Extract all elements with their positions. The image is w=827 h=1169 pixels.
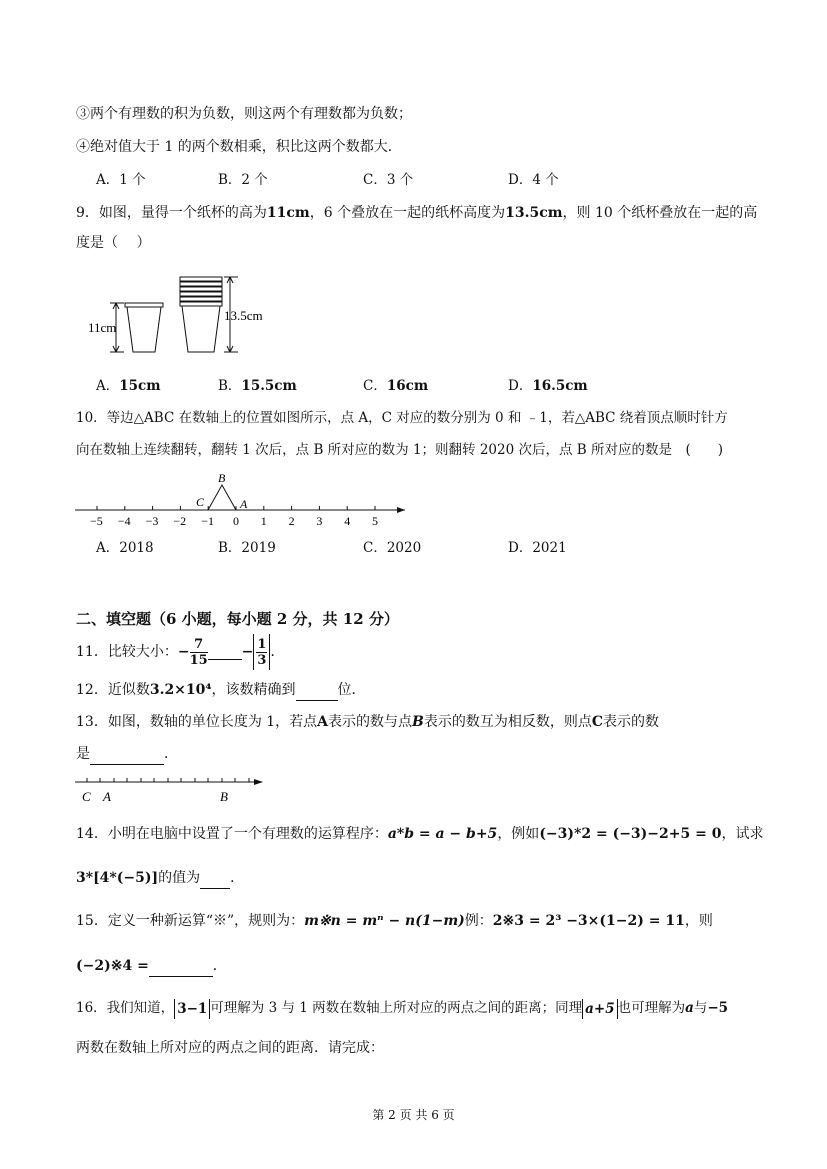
q10-tick-label: −1 (201, 514, 214, 528)
q9-option-d: D．16.5cm (508, 378, 588, 394)
q9-text-line2: 度是（ ） (76, 235, 151, 251)
q13-number-line (70, 772, 270, 806)
q8-option-d: D．4 个 (508, 172, 559, 188)
q14-line1: 14．小明在电脑中设置了一个有理数的运算程序：a*b = a − b+5，例如(−3)*2 = (−3)−2+5 = 0，试求 (76, 826, 764, 842)
q10-text-line2: 向在数轴上连续翻转，翻转 1 次后，点 B 所对应的数为 1；则翻转 2020 次后，点 B 所对应的数是 ( ) (76, 442, 724, 458)
q10-tick-label: 5 (372, 514, 378, 528)
q13-line1: 13．如图，数轴的单位长度为 1，若点A表示的数与点B表示的数互为相反数，则点C表示的数 (76, 714, 660, 730)
stack-cup-label: 13.5cm (224, 308, 263, 323)
q10-tick-label: 3 (316, 514, 323, 528)
q10-option-c: C．2020 (363, 540, 422, 556)
q9-option-a: A．15cm (96, 378, 161, 394)
q10-point-b: B (218, 471, 226, 485)
cup-figure (80, 270, 280, 360)
q9-text-line1: 9．如图，量得一个纸杯的高为11cm，6 个叠放在一起的纸杯高度为13.5cm，则 10 个纸杯叠放在一起的高 (76, 205, 758, 221)
page-footer: 第 2 页 共 6 页 (372, 1108, 455, 1122)
statement-4: ④绝对值大于 1 的两个数相乘，积比这两个数都大． (76, 139, 402, 155)
q15-line1: 15．定义一种新运算“※”，规则为：m※n = mⁿ − n(1−m)例：2※3 = 2³ −3×(1−2) = 11，则 (76, 913, 713, 929)
q13-label-a: A (103, 789, 111, 804)
q8-option-c: C．3 个 (363, 172, 414, 188)
q10-tick-label: 4 (344, 514, 351, 528)
q13-label-b: B (220, 789, 228, 804)
q10-option-b: B．2019 (218, 540, 276, 556)
q14-line2: 3*[4*(−5)]的值为 ． (76, 868, 244, 889)
q10-tick-label: 0 (233, 514, 239, 528)
q10-point-a: A (240, 497, 248, 511)
q8-option-b: B．2 个 (218, 172, 268, 188)
q15-line2: (−2)※4 = ． (76, 956, 227, 977)
q10-tick-label: −5 (90, 514, 103, 528)
q16-line1: 16．我们知道， 3−1 可理解为 3 与 1 两数在数轴上所对应的两点之间的距离；同理 a+5 也可理解为a与−5 (76, 1000, 729, 1017)
single-cup-label: 11cm (88, 320, 117, 335)
q10-text-line1: 10．等边△ABC 在数轴上的位置如图所示，点 A，C 对应的数分别为 0 和 ﹣1，若△ABC 绕着顶点顺时针方 (76, 410, 728, 426)
q10-option-a: A．2018 (96, 540, 154, 556)
q12: 12．近似数3.2×10⁴，该数精确到 位． (76, 680, 366, 701)
q10-tick-label: −4 (117, 514, 131, 528)
q11: 11．比较大小：− $\frac{7}{15}$ − $\frac{1}{3}$ ． (76, 634, 284, 670)
q9-option-b: B．15.5cm (218, 378, 297, 394)
q16-line2: 两数在数轴上所对应的两点之间的距离．请完成： (76, 1040, 384, 1056)
q8-option-a: A．1 个 (96, 172, 146, 188)
q13-label-c: C (82, 789, 91, 804)
q10-number-line (70, 468, 420, 530)
q10-option-d: D．2021 (508, 540, 567, 556)
q10-point-c: C (196, 495, 205, 509)
q9-option-c: C．16cm (363, 378, 429, 394)
q10-tick-label: −2 (173, 514, 187, 528)
q10-tick-label: 2 (288, 514, 295, 528)
q10-tick-label: −3 (145, 514, 159, 528)
section-2-title: 二、填空题（6 小题，每小题 2 分，共 12 分） (76, 610, 399, 628)
statement-3: ③两个有理数的积为负数，则这两个有理数都为负数； (76, 106, 412, 122)
q13-line2: 是 ． (76, 744, 178, 765)
q10-tick-label: 1 (260, 514, 267, 528)
